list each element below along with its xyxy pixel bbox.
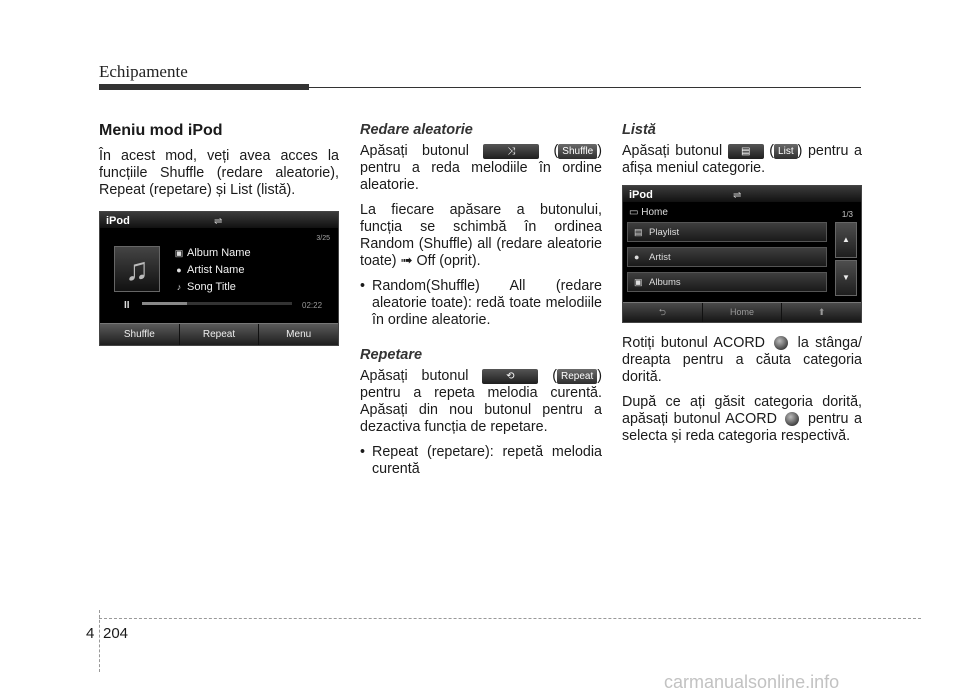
repeat-text-b: pentru a repeta melodia curentă. Apăsați din nou butonul pentru a dezactiva funcția de repetare. bbox=[360, 385, 602, 435]
page-indicator: 1/3 bbox=[841, 210, 853, 219]
shuffle-text-b: pentru a reda melodiile în ordine aleatorie. bbox=[360, 160, 602, 193]
tune-knob-icon bbox=[774, 336, 788, 350]
ipod-screen-titlebar bbox=[100, 212, 338, 228]
acord-text-d: pentru a selecta și reda categoria respectivă. bbox=[622, 411, 862, 444]
column-ipod-menu bbox=[99, 122, 339, 346]
artist-icon: ● bbox=[176, 265, 182, 275]
ipod-menu-bar bbox=[100, 323, 338, 345]
shuffle-bullet: • Random(Shuffle) All (redare aleatorie toate): redă toate melodiile în ordine aleatorie. bbox=[360, 278, 602, 329]
header-title: Echipamente bbox=[99, 62, 188, 81]
ipod-menu-paragraph: În acest mod, veți avea acces la funcțiile Shuffle (redare aleatorie), Repeat (repetare) și List (listă). bbox=[99, 148, 339, 198]
acord-text-b: la stânga/ dreapta pentru a căuta categoria dorită. bbox=[622, 335, 862, 385]
shuffle-label-button: Shuffle bbox=[558, 144, 597, 159]
progress-bar[interactable] bbox=[142, 302, 292, 305]
home-label: Home bbox=[641, 207, 668, 218]
ipod-screen bbox=[99, 211, 339, 346]
album-icon: ▣ bbox=[634, 277, 643, 287]
column-shuffle-repeat bbox=[360, 122, 602, 486]
acord-paragraph-1 bbox=[622, 335, 862, 386]
section-title-ipod-menu: Meniu mod iPod bbox=[99, 122, 223, 139]
song-title: Song Title bbox=[187, 281, 236, 293]
tune-knob-icon bbox=[785, 412, 799, 426]
category-artist[interactable] bbox=[627, 247, 827, 267]
scroll-up-button[interactable]: ▲ bbox=[835, 222, 857, 258]
up-folder-button[interactable] bbox=[782, 303, 861, 322]
artist-name: Artist Name bbox=[187, 264, 245, 276]
shuffle-button[interactable]: Shuffle bbox=[100, 324, 180, 345]
page-number bbox=[86, 625, 128, 642]
category-albums[interactable] bbox=[627, 272, 827, 292]
menu-button[interactable]: Menu bbox=[286, 329, 312, 340]
category-screen-title: iPod bbox=[629, 189, 653, 201]
acord-paragraph-2 bbox=[622, 394, 862, 445]
column-list bbox=[622, 122, 862, 453]
shuffle-text-a: Apăsați butonul bbox=[360, 143, 469, 159]
acord-text-c: După ce ați găsit categoria dorită, apăsați butonul ACORD bbox=[622, 394, 862, 427]
repeat-paragraph: Apăsați butonul ⟲ ( Repeat ) pentru a repeta melodia curentă. Apăsați din nou butonul pentru a dezactiva funcția de repetare. bbox=[360, 368, 602, 435]
back-button[interactable] bbox=[623, 303, 703, 322]
scroll-down-button[interactable]: ▼ bbox=[835, 260, 857, 296]
watermark: carmanualsonline.info bbox=[664, 672, 840, 692]
shuffle-icon: ⤨ bbox=[483, 144, 539, 159]
section-number: 4 bbox=[86, 625, 95, 642]
list-text-b: pentru a afișa meniul categorie. bbox=[622, 143, 862, 176]
list-icon: ▤ bbox=[728, 144, 764, 159]
pause-icon[interactable]: II bbox=[124, 300, 130, 311]
artist-row bbox=[174, 262, 244, 279]
folder-icon: ▭ bbox=[629, 207, 639, 218]
category-bottom-bar bbox=[623, 302, 861, 322]
list-label-button: List bbox=[774, 144, 798, 159]
home-breadcrumb bbox=[629, 204, 668, 221]
shuffle-paragraph-2: La fiecare apăsare a butonului, funcția se schimbă în ordinea Random (Shuffle) all (redare aleatorie toate) ➟ Off (oprit). bbox=[360, 202, 602, 269]
usb-icon: ⇌ bbox=[733, 190, 742, 201]
footer-rule bbox=[99, 618, 921, 619]
category-label: Artist bbox=[649, 252, 671, 263]
repeat-button[interactable]: Repeat bbox=[180, 324, 260, 345]
track-count: 3/25 bbox=[316, 235, 330, 242]
ipod-screen-title: iPod bbox=[106, 215, 130, 227]
song-row bbox=[174, 279, 236, 296]
album-name: Album Name bbox=[187, 247, 251, 259]
category-screen-titlebar bbox=[623, 186, 861, 202]
header-rule bbox=[99, 87, 861, 88]
category-playlist[interactable] bbox=[627, 222, 827, 242]
album-icon: ▣ bbox=[174, 248, 184, 258]
page-number-value: 204 bbox=[103, 625, 129, 642]
music-note-icon: ♫ bbox=[114, 246, 160, 292]
bottom-home-button[interactable]: Home bbox=[703, 303, 783, 322]
list-text-a: Apăsați butonul bbox=[622, 143, 723, 159]
artist-icon: ● bbox=[634, 252, 640, 262]
playlist-icon: ▤ bbox=[634, 227, 643, 237]
progress-fill bbox=[142, 302, 187, 305]
repeat-icon: ⟲ bbox=[482, 369, 538, 384]
back-icon: ⮌ bbox=[658, 307, 666, 317]
album-row bbox=[174, 245, 251, 262]
repeat-bullet: • Repeat (repetare): repetă melodia curentă bbox=[360, 444, 602, 478]
section-title-list: Listă bbox=[622, 122, 656, 138]
category-screen bbox=[622, 185, 862, 323]
list-paragraph: Apăsați butonul ▤ ( List ) pentru a afișa meniul categorie. bbox=[622, 143, 862, 176]
elapsed-time: 02:22 bbox=[302, 301, 323, 310]
category-label: Playlist bbox=[649, 227, 680, 238]
repeat-text-a: Apăsați butonul bbox=[360, 368, 469, 384]
song-icon: ♪ bbox=[176, 282, 182, 292]
category-label: Albums bbox=[649, 277, 681, 288]
acord-text-a: Rotiți butonul ACORD bbox=[622, 335, 765, 351]
shuffle-paragraph-1: Apăsați butonul ⤨ ( Shuffle ) pentru a reda melodiile în ordine aleatorie. bbox=[360, 143, 602, 193]
usb-icon: ⇌ bbox=[214, 216, 223, 227]
repeat-label-button: Repeat bbox=[557, 369, 597, 384]
section-title-shuffle: Redare aleatorie bbox=[360, 122, 473, 138]
folder-up-icon: ⬆ bbox=[817, 307, 826, 317]
section-title-repeat: Repetare bbox=[360, 347, 423, 363]
